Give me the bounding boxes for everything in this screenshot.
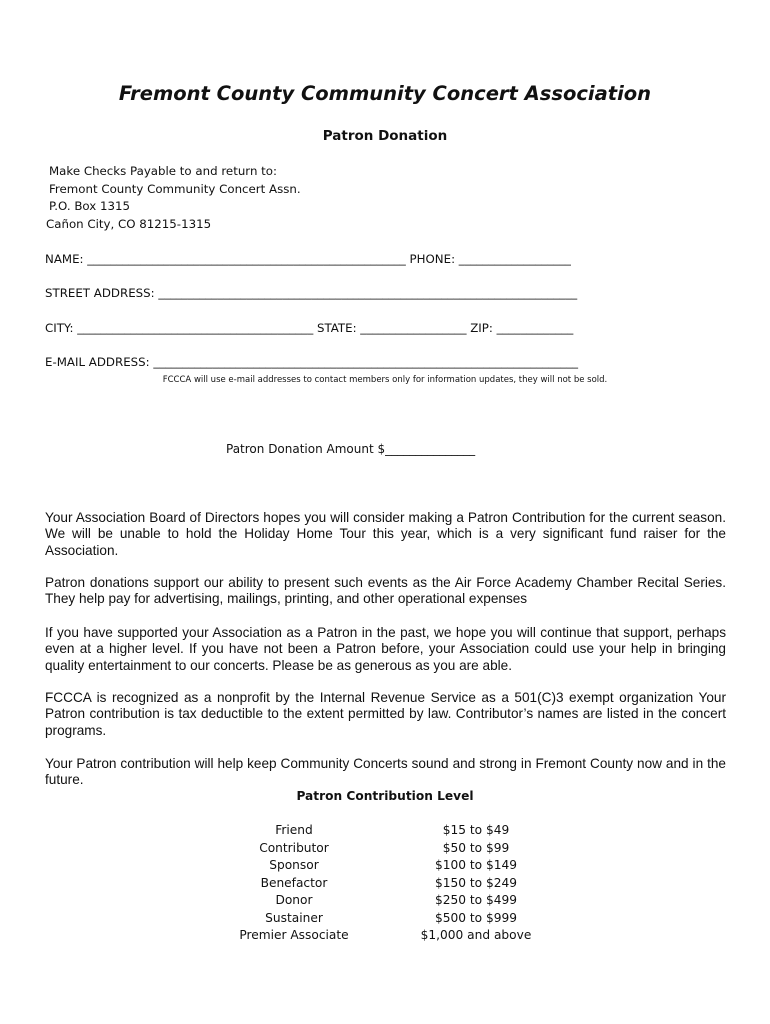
paragraph-5: Your Patron contribution will help keep Community Concerts sound and strong in Fremont County now and in the future. (45, 756, 726, 788)
level-row (0, 823, 770, 841)
level-row (0, 911, 770, 929)
level-range: $500 to $999 (434, 910, 518, 925)
paragraph-3: If you have supported your Association as a Patron in the past, we hope you will continue that support, perhaps even at a higher level. If you have not been a Patron before, your Association could use your help in bringing quality entertainment to our concerts. Please be as generous as you are able. (45, 625, 726, 673)
name-phone-field[interactable]: NAME: ______________________________________________________ PHONE: ___________________ (45, 252, 571, 266)
level-name: Friend (275, 823, 313, 837)
level-name: Sustainer (265, 910, 323, 925)
address-line-4: Cañon City, CO 81215-1315 (46, 216, 212, 231)
level-name: Premier Associate (239, 928, 349, 942)
level-range: $15 to $49 (442, 823, 510, 837)
mailing-address-block (46, 163, 301, 233)
level-range: $150 to $249 (434, 875, 518, 890)
contribution-level-heading: Patron Contribution Level (296, 789, 474, 803)
level-name: Contributor (259, 840, 329, 855)
document-title: Fremont County Community Concert Association (118, 82, 652, 105)
city-state-zip-field[interactable]: CITY: ________________________________________ STATE: __________________ ZIP: _____________ (45, 321, 574, 335)
document-subtitle: Patron Donation (322, 128, 448, 144)
level-range: $1,000 and above (420, 928, 532, 942)
level-name: Donor (275, 893, 313, 907)
level-row (0, 928, 770, 946)
level-row (0, 858, 770, 876)
address-line-1: Make Checks Payable to and return to: (49, 164, 277, 178)
street-address-field[interactable]: STREET ADDRESS: _______________________________________________________________________ (45, 286, 578, 300)
email-address-field[interactable]: E-MAIL ADDRESS: ________________________________________________________________________ (45, 355, 579, 369)
address-line-2: Fremont County Community Concert Assn. (49, 181, 301, 196)
level-range: $250 to $499 (434, 893, 518, 907)
level-name: Sponsor (269, 858, 319, 872)
level-row (0, 841, 770, 859)
email-privacy-note: FCCCA will use e-mail addresses to contact members only for information updates, they will not be sold. (162, 375, 608, 385)
address-line-3: P.O. Box 1315 (49, 199, 131, 213)
paragraph-1: Your Association Board of Directors hopes you will consider making a Patron Contribution for the current season. We will be unable to hold the Holiday Home Tour this year, which is a very significant fund raiser for the Association. (45, 510, 726, 558)
donation-amount-field[interactable]: Patron Donation Amount $_______________ (226, 442, 476, 456)
level-range: $100 to $149 (434, 858, 518, 872)
paragraph-2: Patron donations support our ability to present such events as the Air Force Academy Chamber Recital Series. They help pay for advertising, mailings, printing, and other operational expenses (45, 575, 726, 607)
contribution-level-table (0, 823, 770, 946)
level-range: $50 to $99 (442, 840, 510, 855)
level-row (0, 893, 770, 911)
level-name: Benefactor (260, 875, 328, 890)
level-row (0, 876, 770, 894)
paragraph-4: FCCCA is recognized as a nonprofit by the Internal Revenue Service as a 501(C)3 exempt organization Your Patron contribution is tax deductible to the extent permitted by law. Contributor’s names are listed in the concert programs. (45, 690, 726, 738)
